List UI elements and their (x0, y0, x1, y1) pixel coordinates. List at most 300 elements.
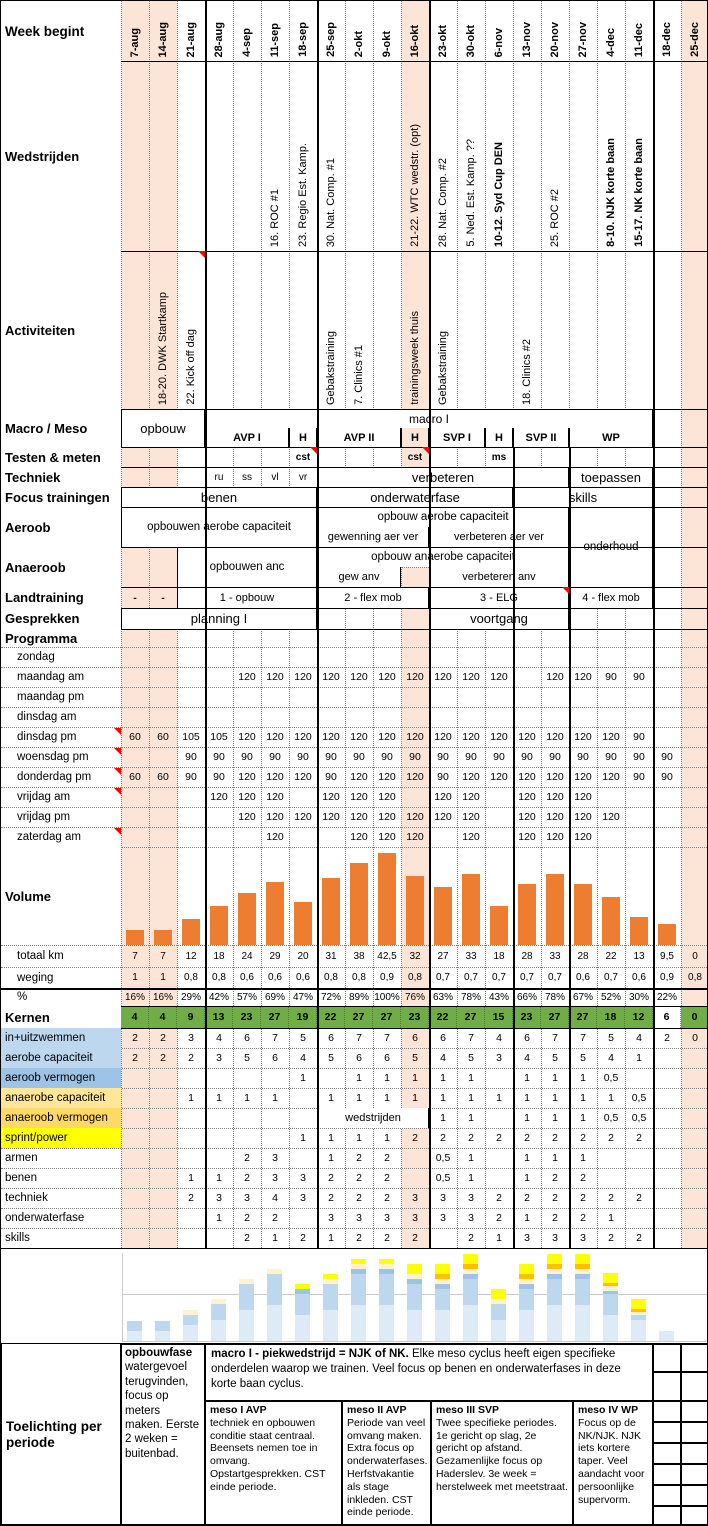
date-header-18-sep[interactable] (289, 1, 317, 61)
minutes-cell[interactable]: 90 (465, 751, 477, 763)
category-value-cell[interactable]: 1 (524, 1092, 530, 1104)
minutes-cell[interactable]: 120 (518, 831, 536, 843)
minutes-cell[interactable]: 120 (294, 671, 312, 683)
category-value-cell[interactable]: 1 (216, 1212, 222, 1224)
meso-cell-avp-ii[interactable]: AVP II (317, 428, 401, 447)
minutes-cell[interactable]: 120 (434, 811, 452, 823)
minutes-cell[interactable]: 120 (462, 811, 480, 823)
minutes-cell[interactable]: 105 (182, 731, 200, 743)
total-value-cell[interactable]: 0,6 (576, 972, 590, 983)
category-value-cell[interactable]: 3 (440, 1212, 446, 1224)
kernen-value-cell[interactable]: 27 (541, 1006, 569, 1028)
category-value-cell[interactable]: 3 (496, 1052, 502, 1064)
total-value-cell[interactable]: 29 (269, 950, 281, 962)
category-value-cell[interactable]: 6 (272, 1052, 278, 1064)
total-value-cell[interactable]: 0,9 (380, 972, 394, 983)
minutes-cell[interactable]: 120 (574, 811, 592, 823)
total-value-cell[interactable]: 31 (325, 950, 337, 962)
category-value-cell[interactable]: 2 (356, 1172, 362, 1184)
minutes-cell[interactable]: 90 (633, 751, 645, 763)
category-value-cell[interactable]: 1 (328, 1132, 334, 1144)
minutes-cell[interactable]: 120 (462, 771, 480, 783)
minutes-cell[interactable]: 120 (602, 731, 620, 743)
minutes-cell[interactable]: 90 (185, 771, 197, 783)
category-value-cell[interactable]: 4 (608, 1052, 614, 1064)
empty-cell[interactable] (653, 1443, 681, 1464)
category-value-cell[interactable]: 4 (300, 1052, 306, 1064)
landtraining-dash-cell[interactable]: - (133, 591, 137, 604)
category-value-cell[interactable]: 7 (356, 1032, 362, 1044)
category-value-cell[interactable]: 1 (272, 1232, 278, 1244)
minutes-cell[interactable]: 120 (574, 731, 592, 743)
wedstrijd-event[interactable] (597, 61, 625, 251)
total-value-cell[interactable]: 47% (292, 991, 313, 1003)
total-value-cell[interactable]: 33 (549, 950, 561, 962)
category-value-cell[interactable]: 2 (356, 1232, 362, 1244)
category-value-cell[interactable]: 4 (216, 1032, 222, 1044)
total-value-cell[interactable]: 67% (572, 991, 593, 1003)
minutes-cell[interactable]: 120 (574, 831, 592, 843)
category-value-cell[interactable]: 1 (468, 1152, 474, 1164)
kernen-value-cell[interactable]: 18 (597, 1006, 625, 1028)
minutes-cell[interactable]: 120 (406, 671, 424, 683)
category-value-cell[interactable]: 2 (412, 1232, 418, 1244)
techniek-mark-cell[interactable]: ru (214, 471, 224, 483)
kernen-value-cell[interactable]: 22 (317, 1006, 345, 1028)
category-value-cell[interactable]: 6 (412, 1032, 418, 1044)
total-value-cell[interactable]: 16% (152, 991, 173, 1003)
date-header-9-okt[interactable] (373, 1, 401, 61)
techniek-span-cell[interactable]: verbeteren (317, 467, 569, 487)
minutes-cell[interactable]: 90 (325, 771, 337, 783)
category-value-cell[interactable]: 1 (356, 1132, 362, 1144)
category-value-cell[interactable]: 2 (328, 1192, 334, 1204)
landtraining-span-cell[interactable]: 2 - flex mob (317, 587, 429, 608)
date-header-27-nov[interactable] (569, 1, 597, 61)
category-value-cell[interactable]: 2 (160, 1032, 166, 1044)
category-value-cell[interactable]: 2 (384, 1152, 390, 1164)
activiteit-event[interactable] (345, 251, 373, 409)
category-value-cell[interactable]: 1 (496, 1092, 502, 1104)
category-value-cell[interactable]: 2 (552, 1172, 558, 1184)
total-value-cell[interactable]: 0,7 (604, 972, 618, 983)
minutes-cell[interactable]: 120 (406, 831, 424, 843)
category-value-cell[interactable]: 2 (356, 1152, 362, 1164)
category-value-cell[interactable]: 2 (524, 1192, 530, 1204)
minutes-cell[interactable]: 120 (350, 811, 368, 823)
meso-cell-h[interactable]: H (485, 428, 513, 447)
date-header-4-dec[interactable] (597, 1, 625, 61)
total-value-cell[interactable]: 0,8 (324, 972, 338, 983)
category-value-cell[interactable]: 2 (580, 1192, 586, 1204)
category-value-cell[interactable]: 1 (384, 1072, 390, 1084)
focus-span-cell[interactable]: skills (513, 487, 653, 507)
category-value-cell[interactable]: 1 (468, 1092, 474, 1104)
category-value-cell[interactable]: 4 (440, 1052, 446, 1064)
category-value-cell[interactable]: 1 (468, 1172, 474, 1184)
total-value-cell[interactable]: 9,5 (660, 950, 674, 962)
empty-cell[interactable] (681, 1401, 708, 1422)
category-value-cell[interactable]: 1 (468, 1072, 474, 1084)
category-value-cell[interactable]: 0 (692, 1032, 698, 1044)
category-value-cell[interactable]: 2 (300, 1232, 306, 1244)
category-value-cell[interactable]: 1 (468, 1112, 474, 1124)
category-value-cell[interactable]: 2 (636, 1132, 642, 1144)
kernen-value-cell[interactable]: 27 (345, 1006, 373, 1028)
minutes-cell[interactable]: 120 (378, 771, 396, 783)
category-value-cell[interactable]: 1 (524, 1112, 530, 1124)
category-value-cell[interactable]: 2 (188, 1052, 194, 1064)
total-value-cell[interactable]: 43% (488, 991, 509, 1003)
kernen-value-cell[interactable]: 0 (681, 1006, 708, 1028)
category-value-cell[interactable]: 3 (272, 1172, 278, 1184)
minutes-cell[interactable]: 120 (350, 731, 368, 743)
category-value-cell[interactable]: 1 (412, 1072, 418, 1084)
total-value-cell[interactable]: 100% (374, 991, 400, 1003)
category-value-cell[interactable]: 2 (580, 1212, 586, 1224)
minutes-cell[interactable]: 90 (213, 771, 225, 783)
date-header-21-aug[interactable] (177, 1, 205, 61)
minutes-cell[interactable]: 120 (434, 671, 452, 683)
meso-cell-h[interactable]: H (401, 428, 429, 447)
empty-cell[interactable] (653, 1372, 681, 1401)
landtraining-span-cell[interactable]: 4 - flex mob (569, 587, 653, 608)
total-value-cell[interactable]: 27 (437, 950, 449, 962)
minutes-cell[interactable]: 90 (661, 751, 673, 763)
category-value-cell[interactable]: 3 (440, 1192, 446, 1204)
minutes-cell[interactable]: 120 (266, 731, 284, 743)
kernen-value-cell[interactable]: 23 (233, 1006, 261, 1028)
total-value-cell[interactable]: 0,7 (548, 972, 562, 983)
minutes-cell[interactable]: 120 (378, 831, 396, 843)
total-value-cell[interactable]: 0,8 (688, 972, 702, 983)
minutes-cell[interactable]: 90 (549, 751, 561, 763)
minutes-cell[interactable]: 90 (437, 771, 449, 783)
minutes-cell[interactable]: 120 (406, 731, 424, 743)
minutes-cell[interactable]: 120 (434, 791, 452, 803)
category-value-cell[interactable]: 1 (272, 1092, 278, 1104)
category-value-cell[interactable]: 5 (328, 1052, 334, 1064)
total-value-cell[interactable]: 24 (241, 950, 253, 962)
category-value-cell[interactable]: 2 (384, 1192, 390, 1204)
category-value-cell[interactable]: 1 (524, 1152, 530, 1164)
total-value-cell[interactable]: 0,6 (632, 972, 646, 983)
category-value-cell[interactable]: 1 (580, 1072, 586, 1084)
minutes-cell[interactable]: 120 (574, 791, 592, 803)
category-value-cell[interactable]: 1 (524, 1212, 530, 1224)
wedstrijd-event[interactable] (429, 61, 457, 251)
category-value-cell[interactable]: 2 (608, 1232, 614, 1244)
activiteit-event[interactable] (317, 251, 345, 409)
minutes-cell[interactable]: 120 (266, 791, 284, 803)
category-value-cell[interactable]: 5 (608, 1032, 614, 1044)
minutes-cell[interactable]: 120 (378, 791, 396, 803)
wedstrijd-event[interactable] (457, 61, 485, 251)
anaeroob-left-cell[interactable]: opbouwen anc (177, 547, 317, 587)
category-value-cell[interactable]: 3 (468, 1212, 474, 1224)
total-value-cell[interactable]: 42,5 (377, 950, 397, 962)
minutes-cell[interactable]: 120 (546, 811, 564, 823)
category-value-cell[interactable]: 1 (384, 1092, 390, 1104)
meso-cell-avp-i[interactable]: AVP I (205, 428, 289, 447)
category-value-cell[interactable]: 1 (552, 1112, 558, 1124)
total-value-cell[interactable]: 0,8 (352, 972, 366, 983)
total-value-cell[interactable]: 0,6 (240, 972, 254, 983)
category-value-cell[interactable]: 1 (328, 1152, 334, 1164)
date-header-28-aug[interactable] (205, 1, 233, 61)
category-value-cell[interactable]: 0,5 (603, 1112, 619, 1124)
minutes-cell[interactable]: 90 (605, 751, 617, 763)
minutes-cell[interactable]: 90 (241, 751, 253, 763)
minutes-cell[interactable]: 120 (490, 771, 508, 783)
date-header-18-dec[interactable] (653, 1, 681, 61)
minutes-cell[interactable]: 120 (210, 791, 228, 803)
kernen-value-cell[interactable]: 27 (457, 1006, 485, 1028)
category-value-cell[interactable]: 2 (664, 1032, 670, 1044)
gesprekken-span-cell[interactable]: voortgang (429, 608, 569, 629)
minutes-cell[interactable]: 120 (462, 731, 480, 743)
total-value-cell[interactable]: 13 (633, 950, 645, 962)
minutes-cell[interactable]: 120 (294, 811, 312, 823)
minutes-cell[interactable]: 120 (266, 831, 284, 843)
gesprekken-span-cell[interactable]: planning I (121, 608, 317, 629)
category-value-cell[interactable]: 3 (216, 1192, 222, 1204)
onderhoud-cell[interactable]: onderhoud (569, 507, 653, 587)
total-value-cell[interactable]: 12 (185, 950, 197, 962)
minutes-cell[interactable]: 90 (381, 751, 393, 763)
category-value-cell[interactable]: 0,5 (631, 1112, 647, 1124)
minutes-cell[interactable]: 120 (350, 831, 368, 843)
test-mark-cell[interactable]: cst (295, 451, 311, 463)
category-value-cell[interactable]: 1 (580, 1152, 586, 1164)
category-value-cell[interactable]: 6 (384, 1052, 390, 1064)
total-value-cell[interactable]: 28 (521, 950, 533, 962)
minutes-cell[interactable]: 120 (378, 671, 396, 683)
activiteit-event[interactable] (401, 251, 429, 409)
category-value-cell[interactable]: 1 (300, 1072, 306, 1084)
techniek-mark-cell[interactable]: ss (242, 471, 252, 483)
category-value-cell[interactable]: 1 (188, 1172, 194, 1184)
minutes-cell[interactable]: 120 (462, 791, 480, 803)
category-value-cell[interactable]: 2 (468, 1132, 474, 1144)
techniek-mark-cell[interactable]: vr (298, 471, 308, 483)
minutes-cell[interactable]: 120 (462, 671, 480, 683)
category-value-cell[interactable]: 1 (608, 1092, 614, 1104)
total-value-cell[interactable]: 42% (208, 991, 229, 1003)
category-value-cell[interactable]: 2 (636, 1192, 642, 1204)
meso-cell-h[interactable]: H (289, 428, 317, 447)
category-value-cell[interactable]: 2 (468, 1232, 474, 1244)
category-value-cell[interactable]: 3 (468, 1192, 474, 1204)
category-value-cell[interactable]: 6 (328, 1032, 334, 1044)
category-value-cell[interactable]: 7 (468, 1032, 474, 1044)
minutes-cell[interactable]: 120 (238, 811, 256, 823)
minutes-cell[interactable]: 90 (269, 751, 281, 763)
date-header-23-okt[interactable] (429, 1, 457, 61)
category-value-cell[interactable]: 2 (440, 1132, 446, 1144)
total-value-cell[interactable]: 0,6 (296, 972, 310, 983)
total-value-cell[interactable]: 78% (544, 991, 565, 1003)
category-value-cell[interactable]: 1 (524, 1172, 530, 1184)
date-header-2-okt[interactable] (345, 1, 373, 61)
category-value-cell[interactable]: 1 (496, 1232, 502, 1244)
minutes-cell[interactable]: 120 (350, 671, 368, 683)
wedstrijd-event[interactable] (625, 61, 653, 251)
total-value-cell[interactable]: 0,9 (660, 972, 674, 983)
category-value-cell[interactable]: 5 (580, 1052, 586, 1064)
category-value-cell[interactable]: 7 (580, 1032, 586, 1044)
empty-cell[interactable] (681, 1464, 708, 1485)
focus-span-cell[interactable]: onderwaterfase (317, 487, 513, 507)
minutes-cell[interactable]: 120 (490, 731, 508, 743)
category-value-cell[interactable]: 2 (272, 1212, 278, 1224)
meso-cell-wp[interactable]: WP (569, 428, 653, 447)
kernen-value-cell[interactable]: 27 (261, 1006, 289, 1028)
category-value-cell[interactable]: 2 (384, 1232, 390, 1244)
total-value-cell[interactable]: 78% (460, 991, 481, 1003)
category-value-cell[interactable]: 2 (384, 1172, 390, 1184)
category-value-cell[interactable]: 0,5 (435, 1172, 451, 1184)
minutes-cell[interactable]: 120 (322, 791, 340, 803)
macro-opbouw-cell[interactable]: opbouw (121, 409, 205, 447)
kernen-value-cell[interactable]: 27 (569, 1006, 597, 1028)
minutes-cell[interactable]: 90 (297, 751, 309, 763)
empty-cell[interactable] (681, 1485, 708, 1506)
minutes-cell[interactable]: 90 (325, 751, 337, 763)
category-value-cell[interactable]: 3 (356, 1212, 362, 1224)
minutes-cell[interactable]: 105 (210, 731, 228, 743)
minutes-cell[interactable]: 120 (518, 811, 536, 823)
category-value-cell[interactable]: 2 (636, 1232, 642, 1244)
category-value-cell[interactable]: 5 (244, 1052, 250, 1064)
activiteit-event[interactable] (429, 251, 457, 409)
total-value-cell[interactable]: 0,6 (268, 972, 282, 983)
total-value-cell[interactable]: 66% (516, 991, 537, 1003)
minutes-cell[interactable]: 120 (518, 771, 536, 783)
minutes-cell[interactable]: 90 (353, 751, 365, 763)
total-value-cell[interactable]: 52% (600, 991, 621, 1003)
minutes-cell[interactable]: 90 (633, 771, 645, 783)
total-value-cell[interactable]: 0 (692, 950, 698, 962)
landtraining-span-cell[interactable]: 3 - ELG (429, 587, 569, 608)
focus-span-cell[interactable]: benen (121, 487, 317, 507)
minutes-cell[interactable]: 90 (213, 751, 225, 763)
minutes-cell[interactable]: 90 (409, 751, 421, 763)
category-value-cell[interactable]: 2 (244, 1172, 250, 1184)
category-value-cell[interactable]: 1 (552, 1092, 558, 1104)
category-value-cell[interactable]: 3 (384, 1212, 390, 1224)
category-value-cell[interactable]: 1 (384, 1132, 390, 1144)
total-value-cell[interactable]: 18 (493, 950, 505, 962)
total-value-cell[interactable]: 0,8 (184, 972, 198, 983)
total-value-cell[interactable]: 0,7 (464, 972, 478, 983)
date-header-7-aug[interactable] (121, 1, 149, 61)
minutes-cell[interactable]: 90 (605, 671, 617, 683)
aeroob-sub-cell[interactable]: verbeteren aer ver (429, 527, 569, 547)
wedstrijd-event[interactable] (541, 61, 569, 251)
category-value-cell[interactable]: 3 (300, 1172, 306, 1184)
category-value-cell[interactable]: 6 (244, 1032, 250, 1044)
kernen-value-cell[interactable]: 15 (485, 1006, 513, 1028)
kernen-value-cell[interactable]: 9 (177, 1006, 205, 1028)
total-value-cell[interactable]: 57% (236, 991, 257, 1003)
date-header-25-dec[interactable] (681, 1, 708, 61)
category-value-cell[interactable]: 1 (524, 1072, 530, 1084)
minutes-cell[interactable]: 90 (577, 751, 589, 763)
empty-cell[interactable] (653, 1343, 681, 1372)
kernen-value-cell[interactable]: 27 (373, 1006, 401, 1028)
category-value-cell[interactable]: 1 (636, 1052, 642, 1064)
empty-cell[interactable] (653, 1506, 681, 1526)
category-value-cell[interactable]: 2 (552, 1192, 558, 1204)
category-value-cell[interactable]: 3 (412, 1192, 418, 1204)
category-value-cell[interactable]: 2 (244, 1232, 250, 1244)
total-value-cell[interactable]: 1 (160, 972, 166, 983)
minutes-cell[interactable]: 90 (633, 671, 645, 683)
minutes-cell[interactable]: 90 (661, 771, 673, 783)
category-value-cell[interactable]: 1 (356, 1092, 362, 1104)
date-header-13-nov[interactable] (513, 1, 541, 61)
kernen-value-cell[interactable]: 23 (401, 1006, 429, 1028)
category-value-cell[interactable]: 5 (552, 1052, 558, 1064)
category-value-cell[interactable]: 2 (552, 1212, 558, 1224)
category-value-cell[interactable]: 3 (328, 1212, 334, 1224)
date-header-11-sep[interactable] (261, 1, 289, 61)
category-value-cell[interactable]: 1 (328, 1232, 334, 1244)
minutes-cell[interactable]: 120 (602, 771, 620, 783)
meso-cell-svp-ii[interactable]: SVP II (513, 428, 569, 447)
date-header-4-sep[interactable] (233, 1, 261, 61)
toelichting-opbouw-cell[interactable] (121, 1343, 205, 1526)
category-value-cell[interactable]: 4 (636, 1032, 642, 1044)
category-value-cell[interactable]: 1 (300, 1132, 306, 1144)
aeroob-left-cell[interactable]: opbouwen aerobe capaciteit (121, 507, 317, 547)
macro-i-cell[interactable]: macro I (205, 409, 653, 428)
minutes-cell[interactable]: 120 (434, 731, 452, 743)
anaeroob-sub-cell[interactable]: gew anv (317, 567, 401, 587)
total-value-cell[interactable]: 0,7 (520, 972, 534, 983)
minutes-cell[interactable]: 120 (266, 671, 284, 683)
category-value-cell[interactable]: 7 (272, 1032, 278, 1044)
wedstrijd-event[interactable] (289, 61, 317, 251)
total-value-cell[interactable]: 20 (297, 950, 309, 962)
total-value-cell[interactable]: 30% (628, 991, 649, 1003)
minutes-cell[interactable]: 60 (129, 731, 141, 743)
category-value-cell[interactable]: 6 (440, 1032, 446, 1044)
category-value-cell[interactable]: 1 (412, 1092, 418, 1104)
category-value-cell[interactable]: 4 (496, 1032, 502, 1044)
empty-cell[interactable] (653, 1464, 681, 1485)
category-value-cell[interactable]: 2 (244, 1212, 250, 1224)
minutes-cell[interactable]: 120 (378, 811, 396, 823)
date-header-25-sep[interactable] (317, 1, 345, 61)
category-value-cell[interactable]: 5 (412, 1052, 418, 1064)
category-value-cell[interactable]: 2 (580, 1172, 586, 1184)
category-value-cell[interactable]: 2 (552, 1132, 558, 1144)
meso-note-cell-4[interactable] (573, 1401, 653, 1526)
category-value-cell[interactable]: 3 (244, 1192, 250, 1204)
empty-cell[interactable] (681, 1422, 708, 1443)
category-value-cell[interactable]: 2 (132, 1052, 138, 1064)
aeroob-sub-cell[interactable]: gewenning aer ver (317, 527, 429, 547)
category-value-cell[interactable]: 2 (328, 1172, 334, 1184)
minutes-cell[interactable]: 120 (406, 811, 424, 823)
wedstrijd-event[interactable] (317, 61, 345, 251)
category-value-cell[interactable]: 1 (440, 1112, 446, 1124)
minutes-cell[interactable]: 120 (518, 791, 536, 803)
minutes-cell[interactable]: 120 (602, 811, 620, 823)
empty-cell[interactable] (681, 1506, 708, 1526)
